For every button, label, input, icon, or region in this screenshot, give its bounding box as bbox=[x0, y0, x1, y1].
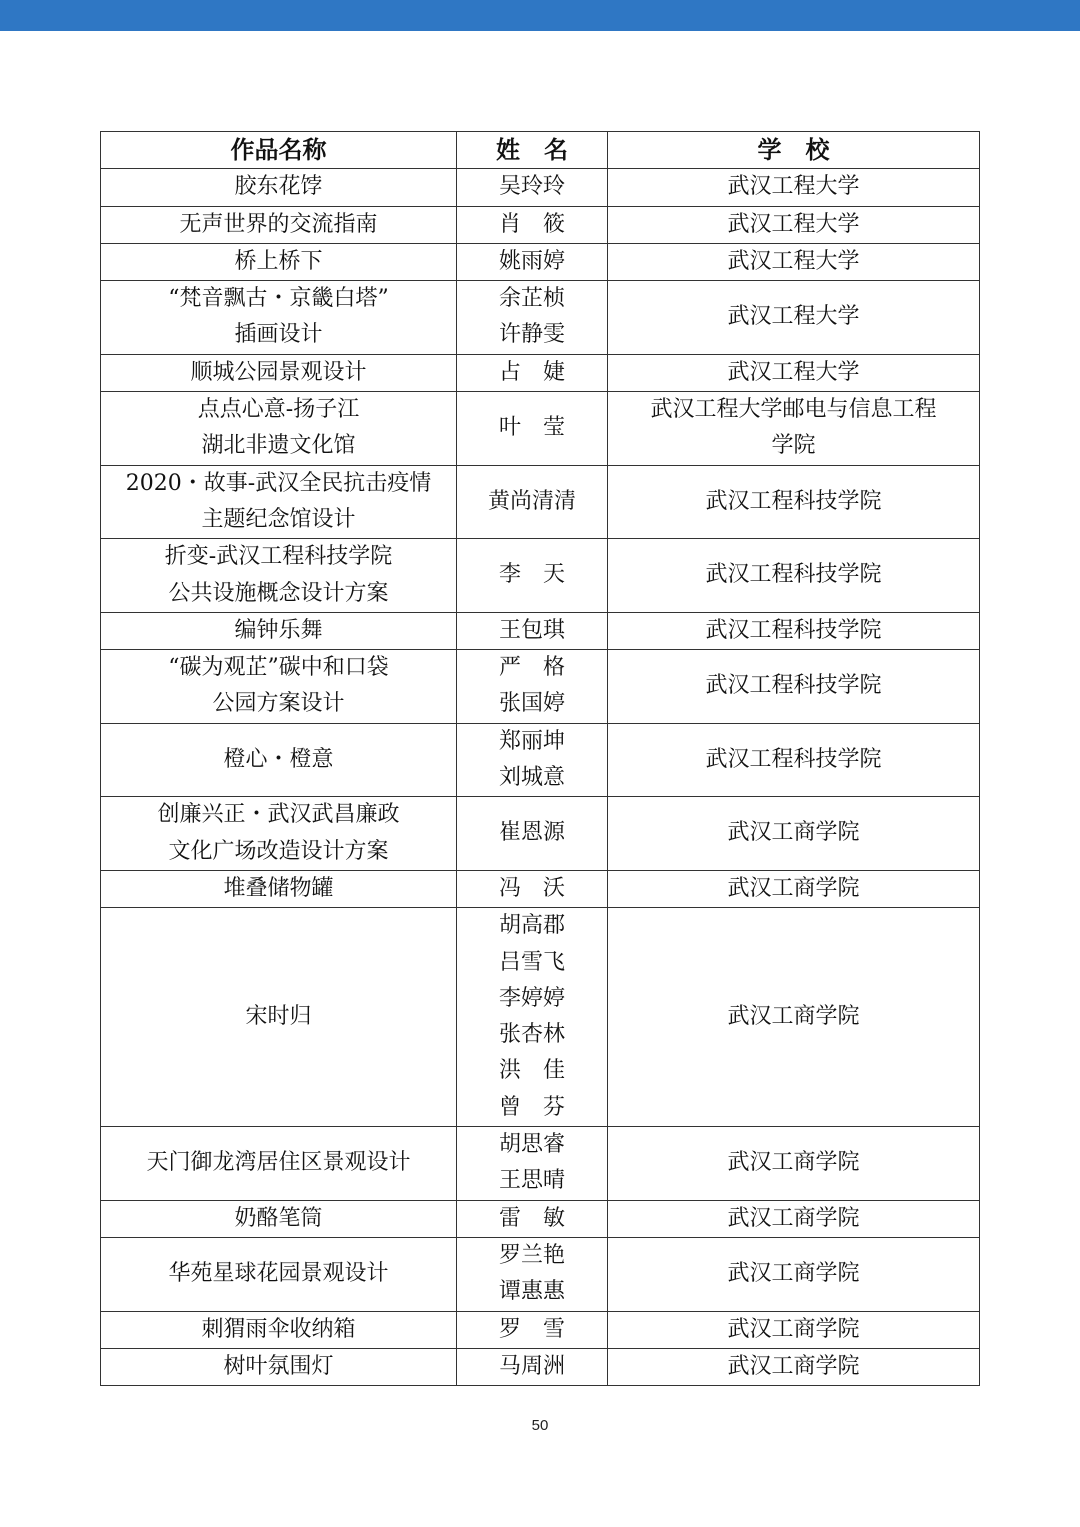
school-cell bbox=[608, 723, 980, 797]
work-title-line: 宋时归 bbox=[245, 1003, 312, 1029]
school-cell bbox=[608, 281, 980, 355]
work-title-line: 创廉兴正・武汉武昌廉政 bbox=[157, 802, 400, 828]
school-line: 武汉工程大学邮电与信息工程 bbox=[650, 397, 937, 423]
school-cell bbox=[608, 539, 980, 613]
school-line: 武汉工程大学 bbox=[727, 248, 860, 274]
author-names-line: 马周洲 bbox=[498, 1353, 565, 1379]
author-names-cell bbox=[457, 281, 608, 355]
author-names-cell bbox=[457, 1237, 608, 1311]
school-cell bbox=[608, 354, 980, 391]
author-names-cell bbox=[457, 392, 608, 466]
table-row bbox=[101, 650, 980, 724]
table-row bbox=[101, 392, 980, 466]
table-row bbox=[101, 1127, 980, 1201]
school-line: 武汉工商学院 bbox=[727, 1150, 860, 1176]
work-title-line: 编钟乐舞 bbox=[234, 617, 323, 643]
table-row bbox=[101, 1348, 980, 1385]
author-names-cell bbox=[457, 723, 608, 797]
work-title-cell bbox=[101, 723, 457, 797]
author-names-line: 冯 沃 bbox=[498, 875, 565, 901]
author-names-line: 余芷桢 bbox=[498, 286, 565, 312]
school-line: 武汉工商学院 bbox=[727, 875, 860, 901]
table-row bbox=[101, 354, 980, 391]
school-line: 武汉工程大学 bbox=[727, 304, 860, 330]
school-line: 武汉工商学院 bbox=[727, 1261, 860, 1287]
author-names-cell bbox=[457, 908, 608, 1127]
work-title-cell bbox=[101, 650, 457, 724]
school-line: 武汉工程大学 bbox=[727, 174, 860, 200]
work-title-cell bbox=[101, 1237, 457, 1311]
work-title-cell bbox=[101, 539, 457, 613]
author-names-cell bbox=[457, 465, 608, 539]
author-names-line: 罗兰艳 bbox=[498, 1242, 565, 1268]
work-title-line: 奶酪笔筒 bbox=[234, 1205, 323, 1231]
author-names-line: 刘城意 bbox=[498, 765, 565, 791]
work-title-line: 公共设施概念设计方案 bbox=[168, 580, 389, 606]
table-row bbox=[101, 465, 980, 539]
table-row bbox=[101, 1311, 980, 1348]
table-row bbox=[101, 723, 980, 797]
school-cell bbox=[608, 392, 980, 466]
work-title-line: 桥上桥下 bbox=[234, 248, 323, 274]
author-names-line: 肖 筱 bbox=[498, 211, 565, 237]
school-cell bbox=[608, 1237, 980, 1311]
school-cell bbox=[608, 650, 980, 724]
school-line: 武汉工商学院 bbox=[727, 1353, 860, 1379]
work-title-line: 文化广场改造设计方案 bbox=[168, 838, 389, 864]
work-title-line: 公园方案设计 bbox=[212, 691, 345, 717]
author-names-line: 张国婷 bbox=[498, 691, 565, 717]
author-names-line: 胡思睿 bbox=[498, 1132, 565, 1158]
author-names-cell bbox=[457, 1200, 608, 1237]
author-names-line: 吕雪飞 bbox=[498, 949, 565, 975]
school-line: 武汉工程科技学院 bbox=[705, 673, 882, 699]
work-title-cell bbox=[101, 1200, 457, 1237]
table-row bbox=[101, 539, 980, 613]
author-names-line: 张杏林 bbox=[498, 1022, 565, 1048]
author-names-cell bbox=[457, 206, 608, 243]
school-line: 武汉工商学院 bbox=[727, 1316, 860, 1342]
school-cell bbox=[608, 1348, 980, 1385]
table-row bbox=[101, 243, 980, 280]
author-names-cell bbox=[457, 797, 608, 871]
work-title-line: “梵音飘古・京畿白塔” bbox=[168, 286, 389, 312]
school-line: 武汉工商学院 bbox=[727, 820, 860, 846]
school-cell bbox=[608, 1311, 980, 1348]
work-title-cell bbox=[101, 392, 457, 466]
table-body bbox=[101, 169, 980, 1386]
author-names-line: 李婷婷 bbox=[498, 985, 565, 1011]
school-line: 武汉工商学院 bbox=[727, 1003, 860, 1029]
award-list-table bbox=[100, 131, 980, 1386]
author-names-line: 曾 芬 bbox=[498, 1094, 565, 1120]
author-names-cell bbox=[457, 1348, 608, 1385]
work-title-line: 胶东花饽 bbox=[234, 174, 323, 200]
work-title-line: 天门御龙湾居住区景观设计 bbox=[146, 1150, 411, 1176]
work-title-cell bbox=[101, 612, 457, 649]
author-names-line: 王思晴 bbox=[498, 1168, 565, 1194]
table-row bbox=[101, 870, 980, 907]
school-line: 武汉工程大学 bbox=[727, 359, 860, 385]
author-names-cell bbox=[457, 169, 608, 206]
author-names-line: 叶 莹 bbox=[498, 415, 565, 441]
table-row bbox=[101, 797, 980, 871]
school-cell bbox=[608, 1200, 980, 1237]
work-title-line: 插画设计 bbox=[234, 322, 323, 348]
work-title-line: 树叶氛围灯 bbox=[223, 1353, 334, 1379]
work-title-cell bbox=[101, 1311, 457, 1348]
table-row bbox=[101, 612, 980, 649]
school-cell bbox=[608, 870, 980, 907]
author-names-line: 罗 雪 bbox=[498, 1316, 565, 1342]
work-title-line: 无声世界的交流指南 bbox=[179, 211, 378, 237]
work-title-cell bbox=[101, 465, 457, 539]
table-row bbox=[101, 206, 980, 243]
work-title-cell bbox=[101, 206, 457, 243]
school-line: 武汉工程科技学院 bbox=[705, 617, 882, 643]
work-title-line: 橙心・橙意 bbox=[223, 746, 334, 772]
column-header-work-title: 作品名称 bbox=[101, 132, 457, 169]
work-title-cell bbox=[101, 169, 457, 206]
work-title-line: 华苑星球花园景观设计 bbox=[168, 1261, 389, 1287]
school-cell bbox=[608, 465, 980, 539]
work-title-cell bbox=[101, 243, 457, 280]
author-names-line: 姚雨婷 bbox=[498, 248, 565, 274]
work-title-line: 湖北非遗文化馆 bbox=[201, 433, 356, 459]
work-title-cell bbox=[101, 354, 457, 391]
author-names-cell bbox=[457, 1311, 608, 1348]
work-title-line: “碳为观芷”碳中和口袋 bbox=[168, 655, 389, 681]
school-line: 武汉工程科技学院 bbox=[705, 746, 882, 772]
top-banner-bar bbox=[0, 0, 1080, 31]
author-names-line: 崔恩源 bbox=[498, 820, 565, 846]
school-cell bbox=[608, 797, 980, 871]
work-title-line: 堆叠储物罐 bbox=[223, 875, 334, 901]
author-names-line: 吴玲玲 bbox=[498, 174, 565, 200]
author-names-line: 洪 佳 bbox=[498, 1058, 565, 1084]
work-title-cell bbox=[101, 1127, 457, 1201]
work-title-line: 顺城公园景观设计 bbox=[190, 359, 367, 385]
author-names-line: 谭惠惠 bbox=[498, 1279, 565, 1305]
column-header-school: 学 校 bbox=[608, 132, 980, 169]
column-header-name: 姓 名 bbox=[457, 132, 608, 169]
school-cell bbox=[608, 243, 980, 280]
table-header-row bbox=[101, 132, 980, 169]
school-line: 武汉工商学院 bbox=[727, 1205, 860, 1231]
author-names-line: 雷 敏 bbox=[498, 1205, 565, 1231]
table-row bbox=[101, 1237, 980, 1311]
work-title-line: 折变-武汉工程科技学院 bbox=[164, 544, 393, 570]
author-names-line: 黄尚清清 bbox=[487, 488, 576, 514]
work-title-cell bbox=[101, 870, 457, 907]
school-line: 武汉工程科技学院 bbox=[705, 562, 882, 588]
author-names-line: 许静雯 bbox=[498, 322, 565, 348]
author-names-line: 王包琪 bbox=[498, 617, 565, 643]
author-names-cell bbox=[457, 243, 608, 280]
author-names-cell bbox=[457, 539, 608, 613]
page-number: 50 bbox=[531, 1417, 549, 1434]
table-row bbox=[101, 281, 980, 355]
table-row bbox=[101, 1200, 980, 1237]
author-names-line: 郑丽坤 bbox=[498, 728, 565, 754]
author-names-cell bbox=[457, 650, 608, 724]
author-names-cell bbox=[457, 870, 608, 907]
school-cell bbox=[608, 908, 980, 1127]
table-row bbox=[101, 908, 980, 1127]
work-title-cell bbox=[101, 1348, 457, 1385]
work-title-line: 点点心意-扬子江 bbox=[197, 397, 360, 423]
author-names-line: 严 格 bbox=[498, 655, 565, 681]
school-cell bbox=[608, 1127, 980, 1201]
school-cell bbox=[608, 612, 980, 649]
work-title-line: 2020・故事-武汉全民抗击疫情 bbox=[125, 470, 432, 496]
work-title-cell bbox=[101, 797, 457, 871]
work-title-cell bbox=[101, 908, 457, 1127]
school-line: 学院 bbox=[771, 433, 816, 459]
school-cell bbox=[608, 169, 980, 206]
work-title-line: 主题纪念馆设计 bbox=[201, 506, 356, 532]
school-line: 武汉工程大学 bbox=[727, 211, 860, 237]
school-line: 武汉工程科技学院 bbox=[705, 488, 882, 514]
work-title-line: 刺猬雨伞收纳箱 bbox=[201, 1316, 356, 1342]
author-names-cell bbox=[457, 612, 608, 649]
author-names-cell bbox=[457, 1127, 608, 1201]
author-names-line: 占 婕 bbox=[498, 359, 565, 385]
work-title-cell bbox=[101, 281, 457, 355]
author-names-line: 胡高郡 bbox=[498, 913, 565, 939]
table-row bbox=[101, 169, 980, 206]
author-names-line: 李 天 bbox=[498, 562, 565, 588]
school-cell bbox=[608, 206, 980, 243]
author-names-cell bbox=[457, 354, 608, 391]
